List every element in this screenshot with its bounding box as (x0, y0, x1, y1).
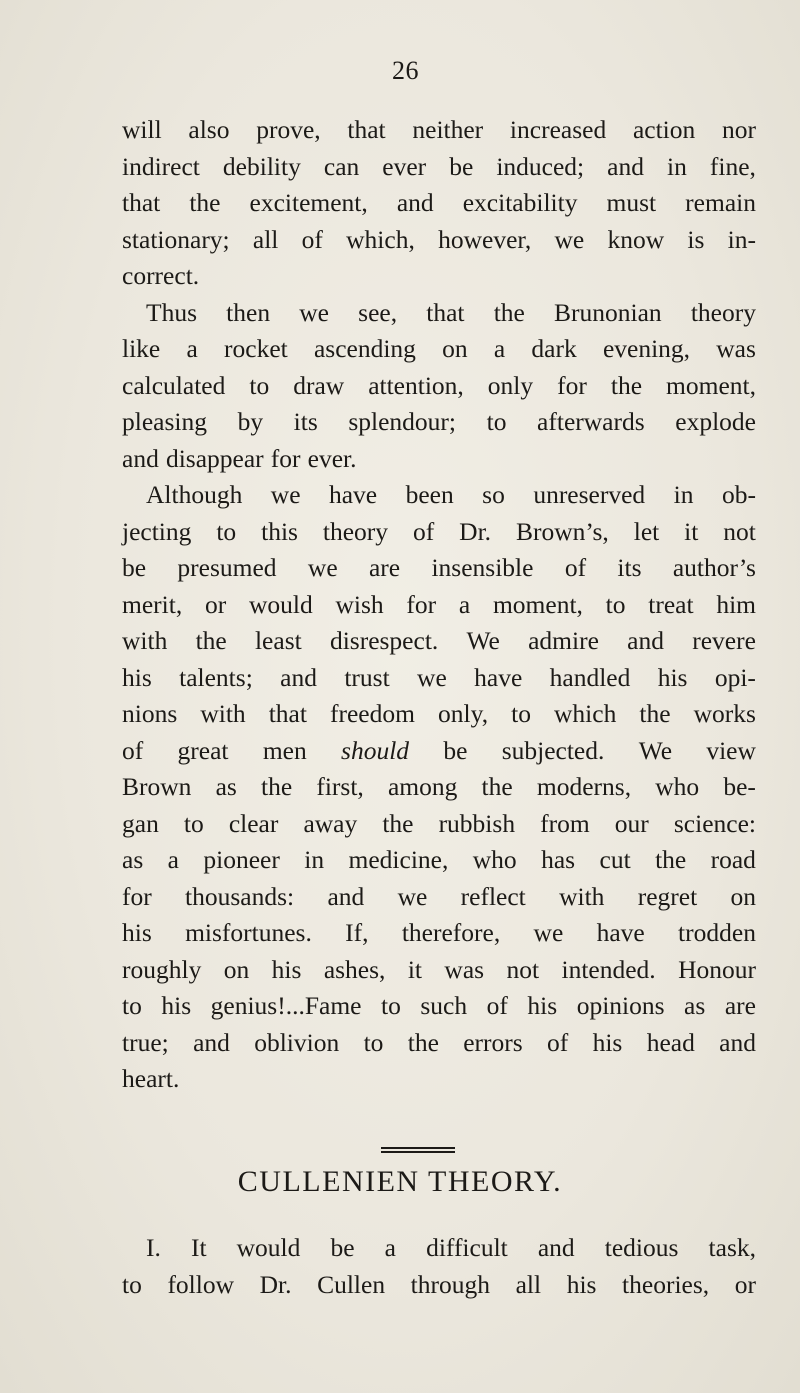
text-line: I. It would be a difficult and tedious task, (146, 1233, 756, 1262)
text-line: Thus then we see, that the Brunonian theory (146, 297, 756, 327)
section-text (122, 1230, 756, 1303)
body-text (122, 112, 756, 1098)
text-line: to follow Dr. Cullen through all his theories, or (122, 1269, 756, 1299)
text-line: his talents; and trust we have handled his opi- (122, 662, 756, 692)
text-line: will also prove, that neither increased action nor (122, 115, 756, 144)
text-line: Although we have been so unreserved in ob- (146, 480, 756, 509)
text-line: his misfortunes. If, therefore, we have trodden (122, 918, 756, 947)
text-line: roughly on his ashes, it was not intended. Honour (122, 954, 756, 984)
text-line: nions with that freedom only, to which the works (122, 699, 756, 728)
text-line: calculated to draw attention, only for the moment, (122, 370, 756, 400)
text-line: pleasing by its splendour; to afterwards explode (122, 407, 756, 436)
text-line: with the least disrespect. We admire and revere (122, 626, 756, 655)
text-line: Brown as the first, among the moderns, who be- (122, 772, 756, 801)
text-line: to his genius!...Fame to such of his opinions as are (122, 991, 756, 1020)
text-line: stationary; all of which, however, we know is in- (122, 224, 756, 254)
text-line: correct. (122, 261, 200, 290)
text-line: true; and oblivion to the errors of his head and (122, 1027, 756, 1057)
page-number: 26 (392, 56, 419, 85)
text-line: gan to clear away the rubbish from our science: (122, 808, 756, 838)
text-line: as a pioneer in medicine, who has cut the road (122, 845, 756, 874)
text-line: that the excitement, and excitability must remain (122, 188, 756, 217)
section-divider (381, 1147, 455, 1153)
section-heading: CULLENIEN THEORY. (237, 1165, 563, 1198)
text-line: merit, or would wish for a moment, to treat him (122, 589, 756, 619)
text-line: heart. (122, 1064, 180, 1093)
text-line: jecting to this theory of Dr. Brown’s, let it not (122, 516, 756, 546)
text-line: for thousands: and we reflect with regret on (122, 881, 756, 911)
text-line: of great men should be subjected. We view (122, 735, 756, 765)
text-line: and disappear for ever. (122, 443, 357, 473)
text-line: like a rocket ascending on a dark evening, was (122, 334, 756, 363)
text-line: be presumed we are insensible of its author’s (122, 553, 756, 582)
text-line: indirect debility can ever be induced; and in fine, (122, 151, 756, 181)
